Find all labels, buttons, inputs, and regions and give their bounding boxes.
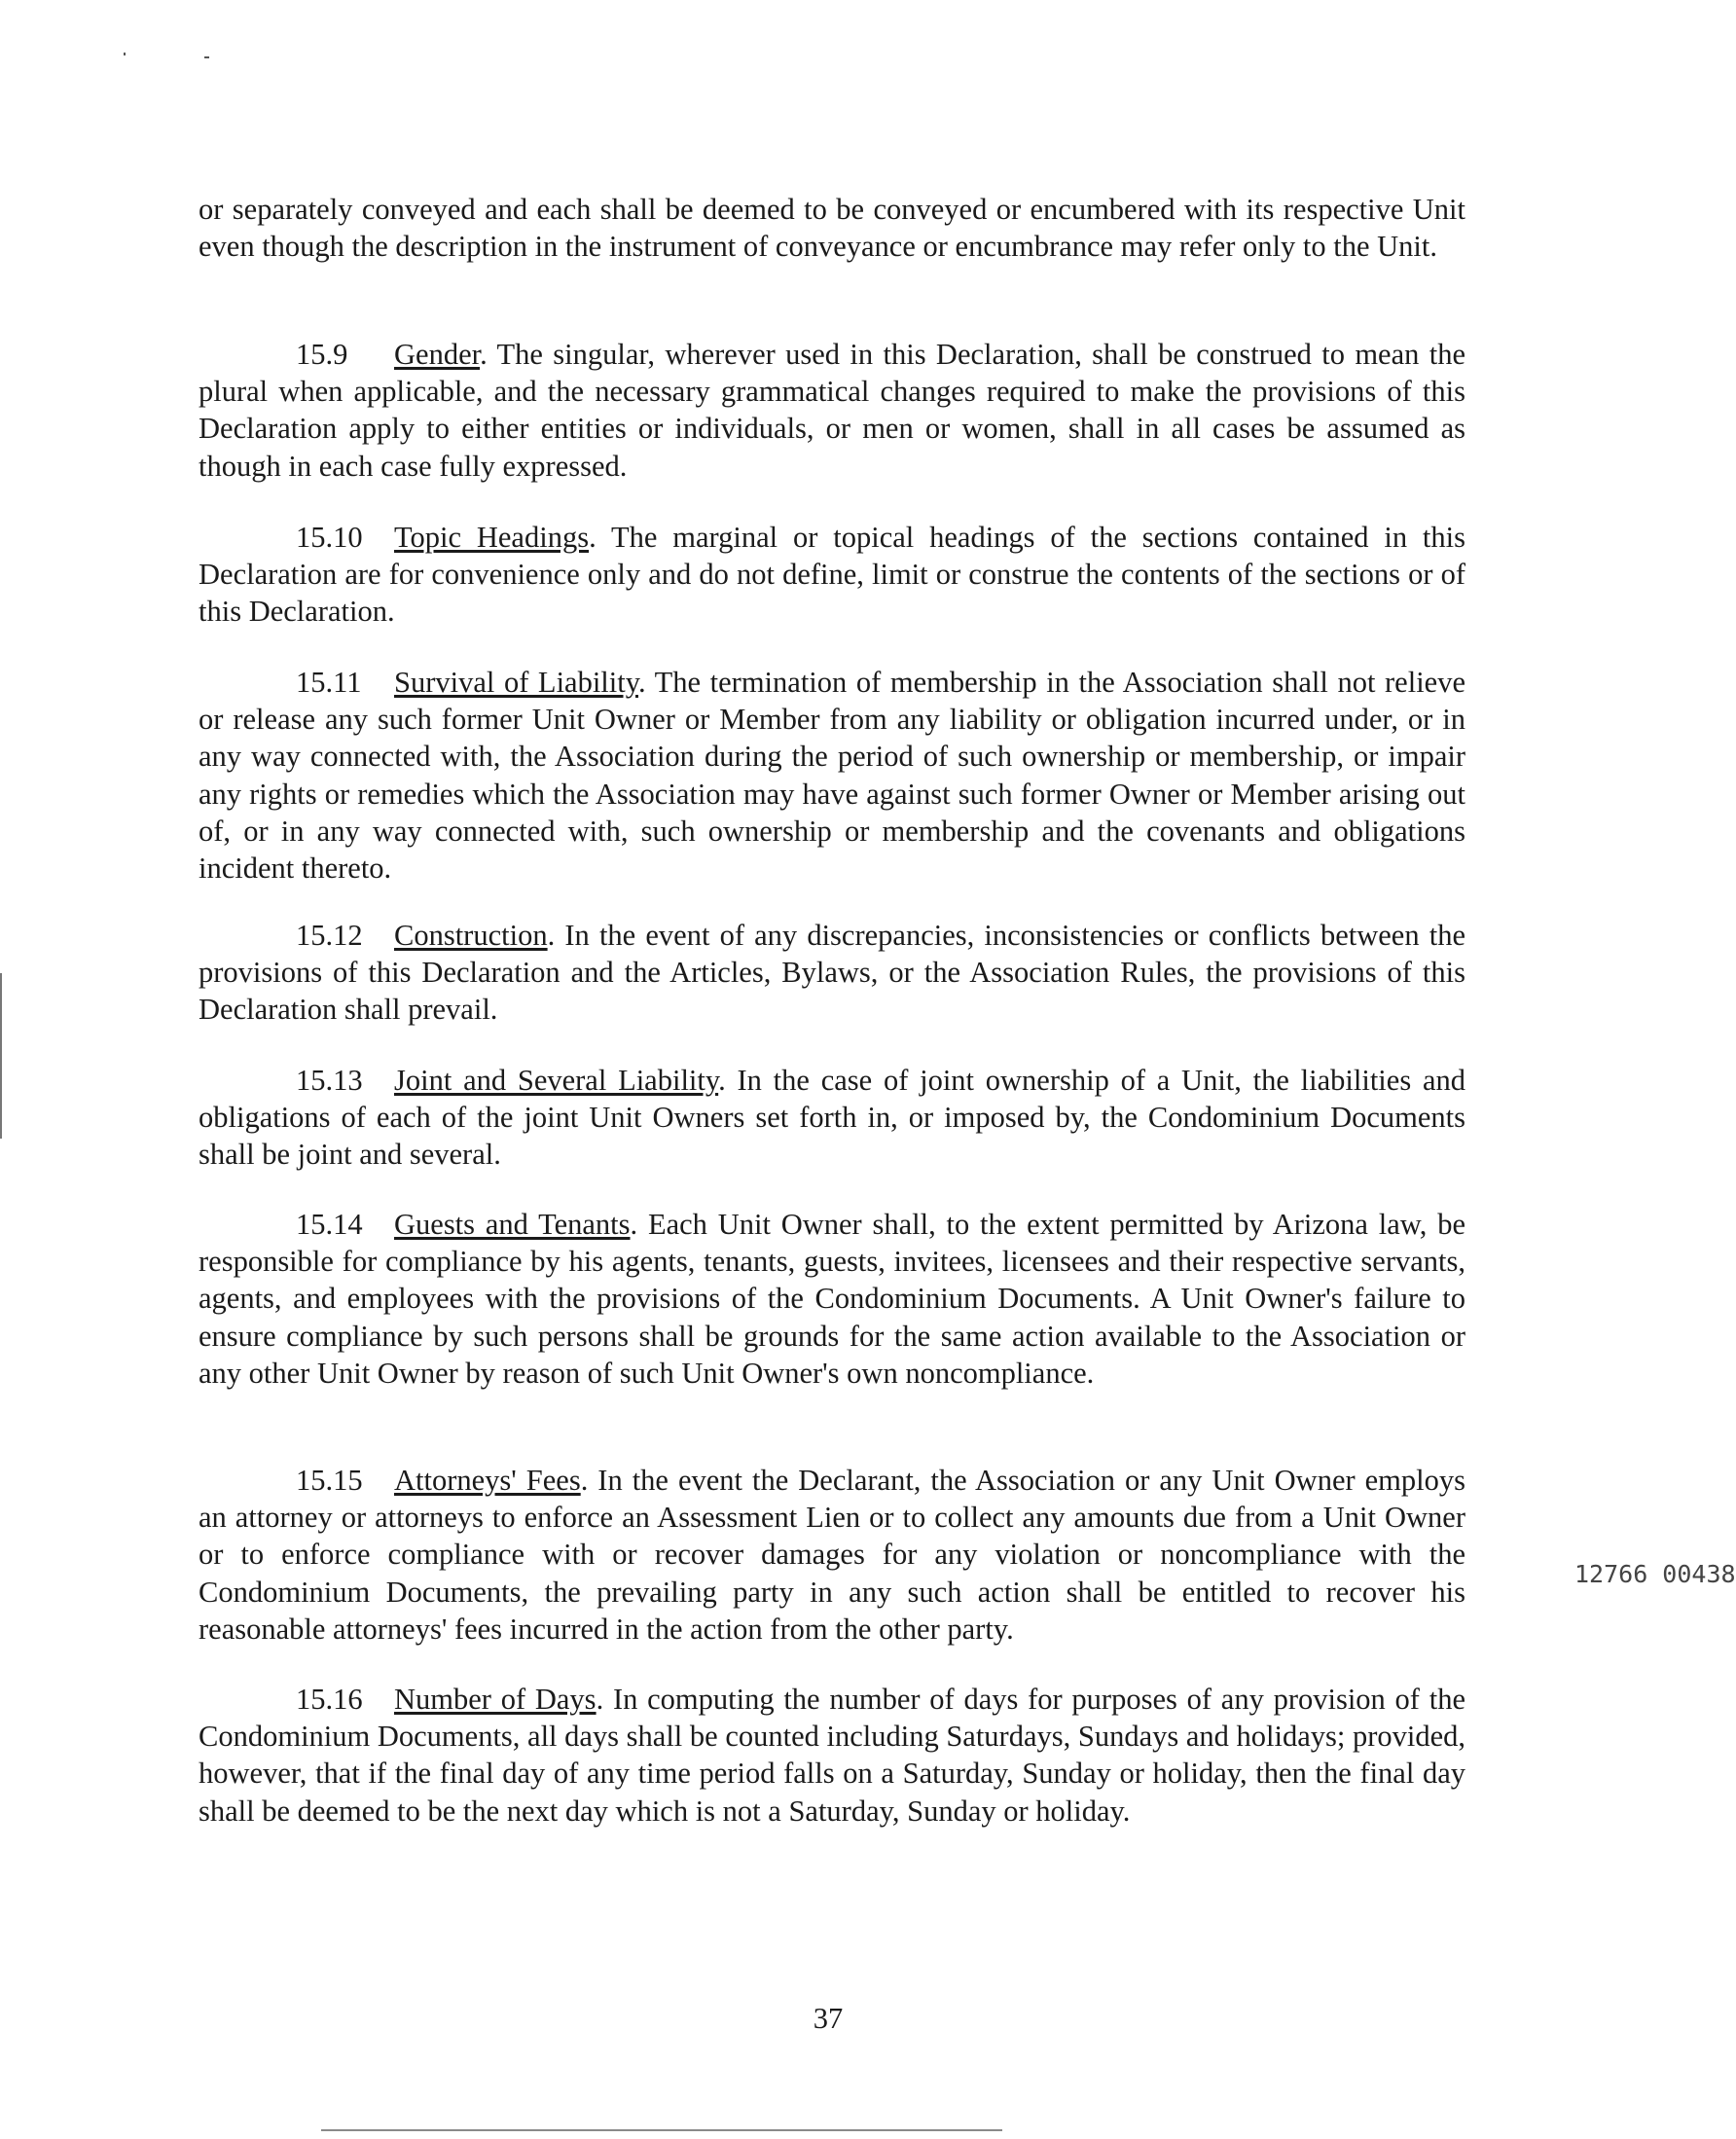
section-number: 15.10 (296, 521, 363, 554)
section-number: 15.14 (296, 1208, 363, 1241)
section-15-15 (199, 1462, 1465, 1648)
scan-edge-left (0, 973, 2, 1139)
section-body: . The marginal or topical headings of the sections contained in this Declaration are for convenience only and do not define, limit or construe the contents of the sections or of this Declaration. (199, 521, 1465, 629)
scan-speck (204, 56, 209, 58)
section-heading: Joint and Several Liability (394, 1064, 719, 1097)
opening-paragraph: or separately conveyed and each shall be deemed to be conveyed or encumbered with its respective Unit even though the description in the instrument of conveyance or encumbrance may refer only to the Unit. (199, 193, 1465, 264)
section-heading: Construction (394, 919, 548, 952)
section-number: 15.13 (296, 1064, 363, 1097)
section-15-10 (199, 519, 1465, 631)
section-number: 15.16 (296, 1683, 363, 1716)
section-15-14 (199, 1206, 1465, 1392)
section-15-9 (199, 336, 1465, 485)
section-heading: Guests and Tenants (394, 1208, 631, 1241)
section-body: . In computing the number of days for purposes of any provision of the Condominium Documents, all days shall be counted including Saturdays, Sundays and holidays; provided, however, that if the final day of any time period falls on a Saturday, Sunday or holiday, then the final day shall be deemed to be the next day which is not a Saturday, Sunday or holiday. (199, 1683, 1466, 1828)
section-body: . The singular, wherever used in this Declaration, shall be construed to mean the plural when applicable, and the necessary grammatical changes required to make the provisions of this Declaration apply to either entities or individuals, or men or women, shall in all cases be assumed as though in each case fully expressed. (199, 338, 1465, 483)
section-heading: Survival of Liability (394, 666, 638, 699)
section-body: . Each Unit Owner shall, to the extent permitted by Arizona law, be responsible for compliance by his agents, tenants, guests, invitees, licensees and their respective servants, agents, and employees with the provisions of the Condominium Documents. A Unit Owner's failure to ensure compliance by such persons shall be grounds for the same action available to the Association or any other Unit Owner by reason of such Unit Owner's own noncompliance. (199, 1208, 1465, 1390)
section-body: . In the event of any discrepancies, inconsistencies or conflicts between the provisions of this Declaration and the Articles, Bylaws, or the Association Rules, the provisions of this Declaration shall prevail. (199, 919, 1465, 1027)
section-body: . The termination of membership in the Association shall not relieve or release any such former Unit Owner or Member from any liability or obligation incurred under, or in any way connected with, the Association during the period of such ownership or membership, or impair any rights or remedies which the Association may have against such former Owner or Member arising out of, or in any way connected with, such ownership or membership and the covenants and obligations incident thereto. (199, 666, 1465, 886)
recording-stamp: 12766 00438 (1574, 1560, 1736, 1588)
section-heading: Number of Days (394, 1683, 597, 1716)
section-body: . In the event the Declarant, the Association or any Unit Owner employs an attorney or attorneys to enforce an Assessment Lien or to collect any amounts due from a Unit Owner or to enforce compliance with or recover damages for any violation or noncompliance with the Condominium Documents, the prevailing party in any such action shall be entitled to recover his reasonable attorneys' fees incurred in the action from the other party. (199, 1464, 1465, 1646)
section-15-16 (199, 1681, 1465, 1830)
section-number: 15.15 (296, 1464, 363, 1497)
section-body: . In the case of joint ownership of a Unit, the liabilities and obligations of each of the joint Unit Owners set forth in, or imposed by, the Condominium Documents shall be joint and several. (199, 1064, 1465, 1172)
page-number: 37 (813, 2002, 844, 2035)
section-15-12 (199, 917, 1465, 1029)
section-number: 15.9 (296, 338, 348, 371)
section-number: 15.11 (296, 666, 362, 699)
section-number: 15.12 (296, 919, 363, 952)
section-heading: Topic Headings (394, 521, 590, 554)
section-heading: Attorneys' Fees (394, 1464, 581, 1497)
section-heading: Gender (394, 338, 481, 371)
scan-speck (124, 53, 126, 55)
section-15-11 (199, 664, 1465, 887)
scan-edge-bottom (321, 2129, 1002, 2131)
section-15-13 (199, 1062, 1465, 1174)
